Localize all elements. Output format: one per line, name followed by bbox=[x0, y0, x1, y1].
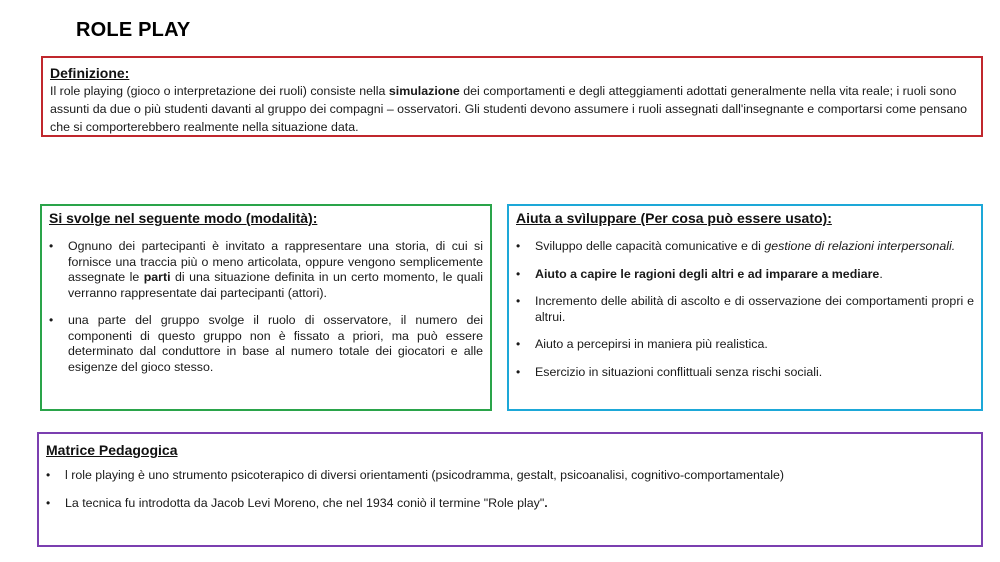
item-bold-text: parti bbox=[143, 270, 171, 284]
bullet-icon: • bbox=[49, 239, 54, 253]
modality-heading: Si svolge nel seguente modo (modalità): bbox=[49, 210, 318, 226]
bullet-icon: • bbox=[46, 468, 51, 482]
list-item bbox=[516, 337, 974, 353]
list-item bbox=[46, 468, 974, 484]
bullet-icon: • bbox=[516, 364, 521, 379]
list-item bbox=[516, 294, 974, 325]
definition-text-part: Il role playing (gioco o interpretazione dei ruoli) consiste nella bbox=[50, 84, 389, 98]
list-item bbox=[46, 496, 974, 512]
definition-text bbox=[50, 82, 974, 136]
item-text: Ognuno dei partecipanti è invitato a rappresentare una storia, di cui si fornisce una traccia più o meno articolata, oppure vengono semplicemente assegnate le bbox=[68, 239, 483, 284]
item-text: Esercizio in situazioni conflittuali senza rischi sociali. bbox=[535, 364, 823, 379]
item-text: di una situazione definita in un certo momento, le quali verranno rappresentate dai partecipanti (attori). bbox=[68, 270, 483, 300]
bullet-icon: • bbox=[49, 313, 54, 327]
item-bold-text: . bbox=[544, 495, 548, 510]
item-text: l role playing è uno strumento psicoterapico di diversi orientamenti (psicodramma, gestalt, psicoanalisi, cognitivo-comportamentale) bbox=[65, 468, 784, 482]
item-text: Sviluppo delle capacità comunicative e di bbox=[535, 239, 765, 253]
list-item bbox=[516, 239, 974, 255]
modality-list bbox=[49, 239, 483, 375]
benefits-box bbox=[507, 204, 983, 411]
page-title: ROLE PLAY bbox=[76, 19, 191, 41]
list-item bbox=[49, 313, 483, 375]
matrix-heading: Matrice Pedagogica bbox=[46, 442, 178, 458]
list-item bbox=[49, 239, 483, 301]
pedagogic-matrix-box bbox=[37, 432, 983, 547]
item-text: Incremento delle abilità di ascolto e di osservazione dei comportamenti propri e altrui. bbox=[535, 294, 974, 324]
list-item bbox=[516, 267, 974, 283]
benefits-list bbox=[516, 239, 974, 380]
item-text: una parte del gruppo svolge il ruolo di osservatore, il numero dei componenti di questo gruppo non è fissato a priori, ma può essere determinato dal conduttore in base al numero totale dei giocatori e alle esigenze del gioco stesso. bbox=[68, 313, 483, 374]
matrix-list bbox=[46, 468, 974, 511]
definition-text-part: dei comportamenti e degli atteggiamenti adottati generalmente nella vita reale; i ruoli sono assunti da due o più studenti davanti al gruppo dei compagni – osservatori. Gli studenti devono assumere i ruoli assegnati dall'insegnante e comportarsi come pensano che si comporterebbero realmente nella situazione data. bbox=[50, 84, 968, 134]
item-text: La tecnica fu introdotta da Jacob Levi Moreno, che nel 1934 coniò il termine "Role play" bbox=[65, 495, 545, 510]
benefits-heading: Aiuta a svìluppare (Per cosa può essere usato): bbox=[516, 210, 832, 226]
item-text: . bbox=[879, 266, 883, 281]
definition-bold-term: simulazione bbox=[388, 84, 460, 98]
definition-heading: Definizione: bbox=[50, 65, 130, 81]
bullet-icon: • bbox=[516, 266, 521, 281]
modality-box bbox=[40, 204, 492, 411]
item-text: Aiuto a percepirsi in maniera più realistica. bbox=[535, 337, 768, 351]
bullet-icon: • bbox=[46, 495, 51, 510]
definition-box bbox=[41, 56, 983, 137]
bullet-icon: • bbox=[516, 294, 521, 308]
list-item bbox=[516, 365, 974, 381]
item-bold-text: Aiuto a capire le ragioni degli altri e ad imparare a mediare bbox=[535, 266, 880, 281]
bullet-icon: • bbox=[516, 337, 521, 351]
item-italic-text: gestione di relazioni interpersonali. bbox=[764, 239, 956, 253]
bullet-icon: • bbox=[516, 239, 521, 253]
